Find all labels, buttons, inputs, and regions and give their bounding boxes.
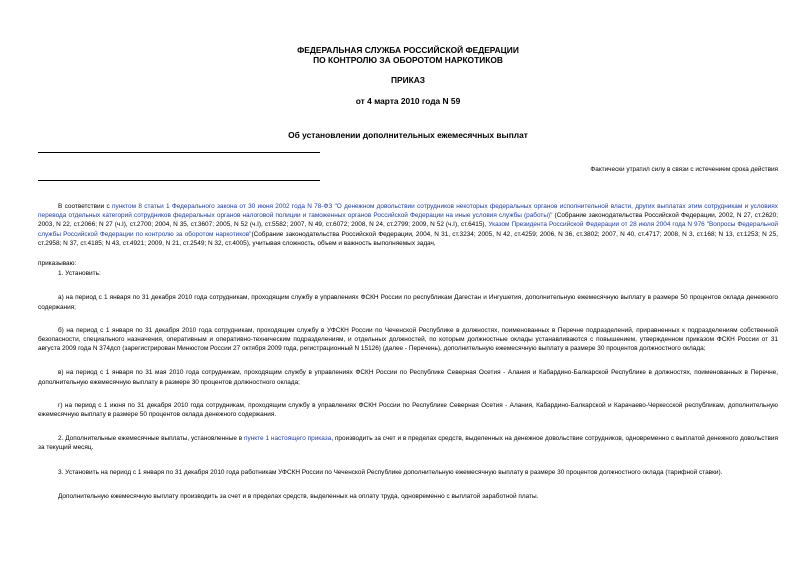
divider-bottom — [38, 180, 320, 181]
item-1g: г) на период с 1 июня по 31 декабря 2010 года сотрудникам, проходящим службу в управлениях ФСКН России по Республике Северная Осетия - Алания, Кабардино-Балкарской и Карачаево-Черкесской республикам, дополнительную ежемесячную выплату в размере 50 процентов оклада денежного содержания. — [38, 401, 778, 419]
preamble-text-3: (Собрание законодательства Российской Федерации, 2004, N 31, ст.3234; 2005, N 42, ст.4259; 2006, N 36, ст.3802; 2007, N 40, ст.4717; 2008, N 3, ст.168; N 13, ст.1253; N 25, ст.2958; N 37, ст.4185; N 43, ст.4921; 2009, N 21, ст.2549; N 32, ст.4005), учитывая сложность, объем и важность выполняемых задач, — [38, 230, 779, 247]
item-1b: б) на период с 1 января по 31 декабря 2010 года сотрудникам, проходящим службу в УФСКН России по Чеченской Республике в должностях, поименованных в Перечне подразделений, приравненных к подразделениям собственной безопасности, специального назначения, оперативным и оперативно-техническим подразделениям, и отдельных должностей, по которым должностные оклады устанавливаются с повышением, утвержденном приказом ФСКН России от 31 августа 2009 года N 374дсп (зарегистрирован Минюстом России 27 октября 2009 года, регистрационный N 15126) (далее - Перечень), дополнительную ежемесячную выплату в размере 30 процентов должностного оклада; — [38, 326, 778, 353]
item-2-text-2: , производить за счет и в пределах средств, выделенных на денежное довольствие сотрудников, одновременно с выплатой денежного довольствия за текущий месяц. — [38, 435, 778, 452]
item-2-text-1: 2. Дополнительные ежемесячные выплаты, установленные в — [58, 435, 245, 443]
preamble-text-1: В соответствии с — [58, 203, 113, 210]
item-1v: в) на период с 1 января по 31 мая 2010 года сотрудникам, проходящим службу в управлениях ФСКН России по Республике Северная Осетия - Алания и Кабардино-Балкарской Республике в должностях, поименованных в Перечне, дополнительную ежемесячную выплату в размере 30 процентов должностного оклада; — [38, 369, 778, 386]
agency-title-line1: ФЕДЕРАЛЬНАЯ СЛУЖБА РОССИЙСКОЙ ФЕДЕРАЦИИ — [297, 45, 519, 55]
item-2 — [38, 434, 778, 452]
preamble-text-2: (Собрание законодательства Российской Федерации, 2002, N 27, ст.2620; 2003, N 22, ст.2066; N 27 (ч.I), ст.2700; 2004, N 35, ст.3607; 2005, N 52 (ч.I), ст.5582; 2007, N 49, ст.6072; 2008, N 24, ст.2799; 2009, N 52 (ч.I), ст.6415), — [38, 212, 778, 229]
document-type: ПРИКАЗ — [390, 75, 426, 85]
item-3: 3. Установить на период с 1 января по 31 декабря 2010 года работникам УФСКН России по Чеченской Республике дополнительную ежемесячную выплату в размере 30 процентов должностного оклада (тарифной ставки). — [58, 468, 723, 476]
point-1-link[interactable]: пункте 1 настоящего приказа — [244, 435, 332, 443]
item-4: Дополнительную ежемесячную выплату производить за счет и в пределах средств, выделенных на оплату труда, одновременно с выплатой заработной платы. — [58, 492, 539, 500]
status-note: Фактически утратил силу в связи с истечением срока действия — [590, 166, 778, 173]
order-word: приказываю: — [38, 260, 77, 268]
preamble-paragraph — [38, 202, 778, 248]
document-page — [38, 0, 778, 501]
item-1a: а) на период с 1 января по 31 декабря 2010 года сотрудникам, проходящим службу в управлениях ФСКН России по республикам Дагестан и Ингушетия, дополнительную ежемесячную выплату в размере 50 процентов оклада денежного содержания; — [38, 294, 778, 311]
divider-top — [38, 152, 320, 153]
document-date-number: от 4 марта 2010 года N 59 — [355, 96, 461, 106]
presidential-decree-link[interactable]: Указом Президента Российской Федерации от 28 июля 2004 года N 976 "Вопросы Федеральной службы Российской Федерации по контролю за оборотом наркотиков" — [38, 221, 779, 238]
item-1: 1. Установить: — [58, 270, 101, 278]
agency-title-line2: ПО КОНТРОЛЮ ЗА ОБОРОТОМ НАРКОТИКОВ — [313, 55, 503, 65]
federal-law-link[interactable]: пунктом 8 статьи 1 Федерального закона от 30 июня 2002 года N 78-ФЗ "О денежном довольствии сотрудников некоторых федеральных органов исполнительной власти, других выплатах этим сотрудникам и условиях перевода отдельных категорий сотрудников федеральных органов налоговой полиции и таможенных органов Российской Федерации на иные условия службы (работы)" — [38, 203, 778, 220]
document-subject: Об установлении дополнительных ежемесячных выплат — [288, 130, 528, 140]
